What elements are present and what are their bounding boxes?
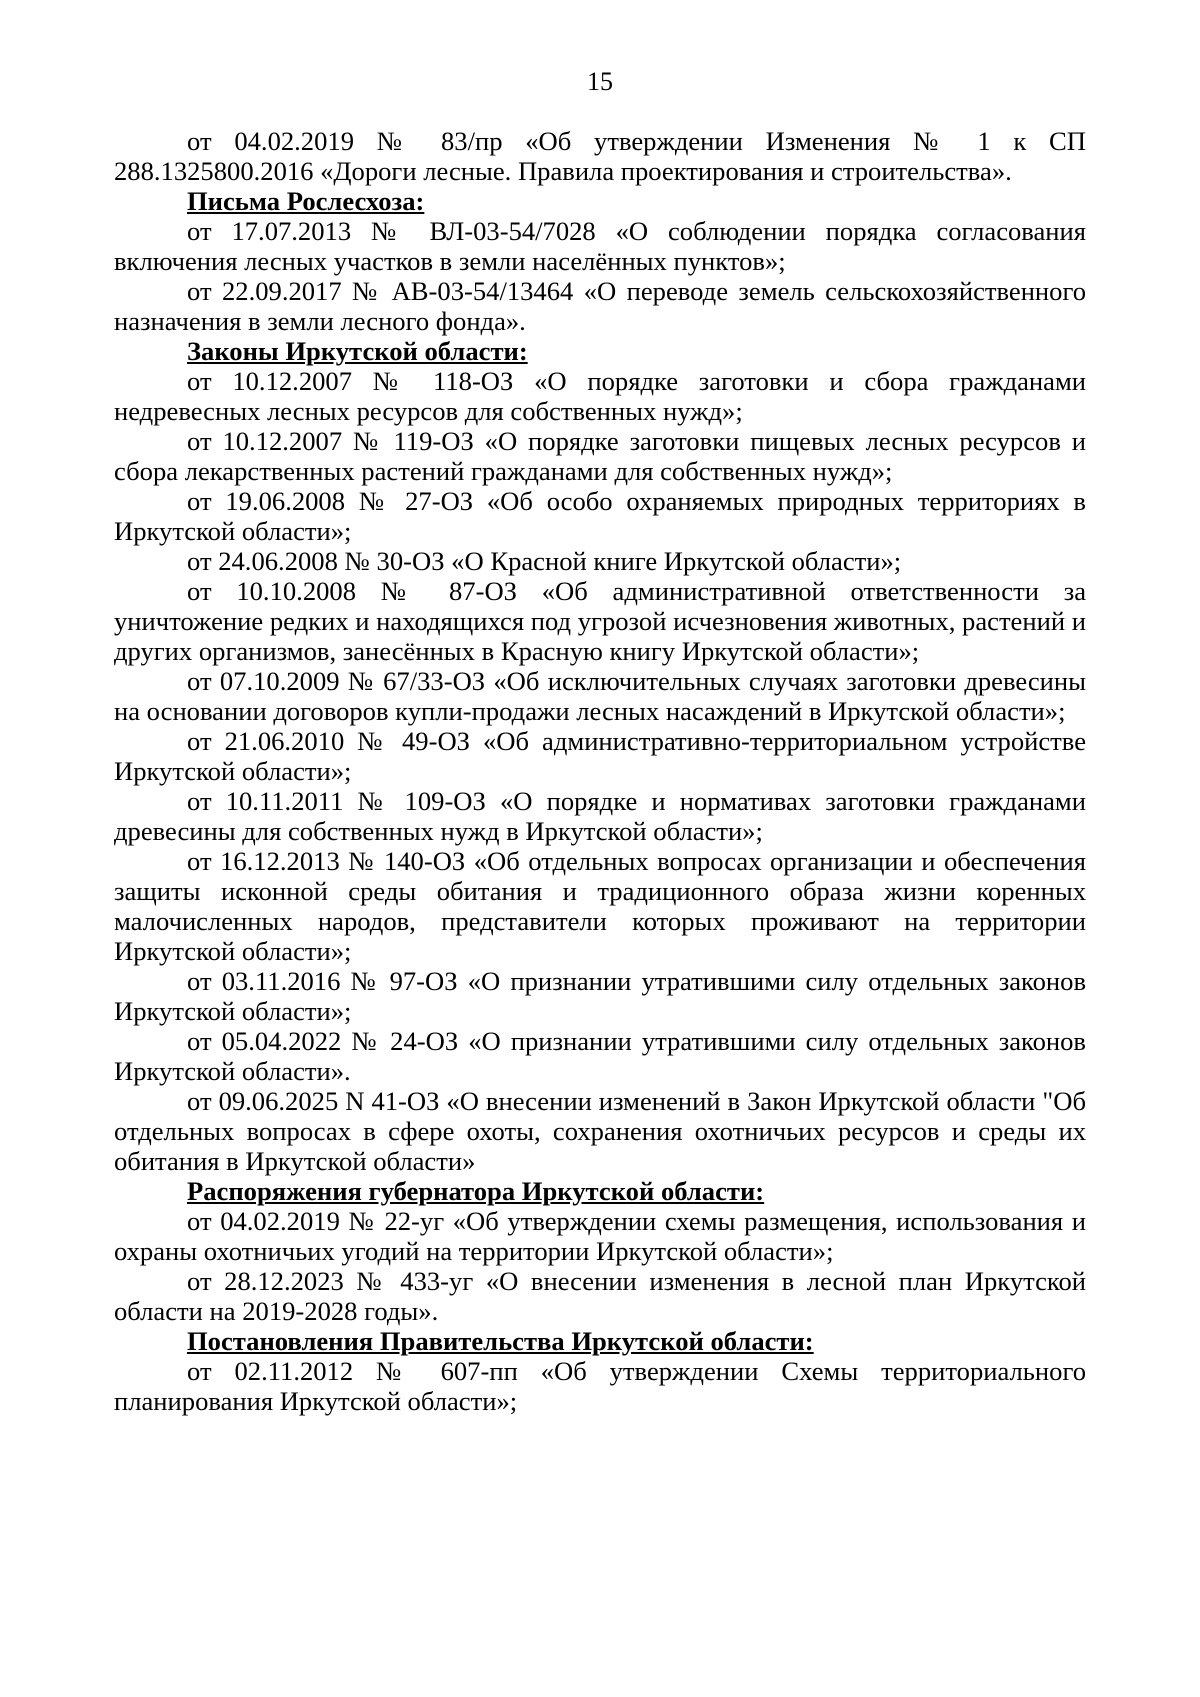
section-heading: Письма Рослесхоза:	[187, 186, 425, 216]
paragraph: от 09.06.2025 N 41-ОЗ «О внесении изменений в Закон Иркутской области "Об отдельных вопросах в сфере охоты, сохранения охотничьих ресурсов и среды их обитания в Иркутской области»	[114, 1086, 1086, 1176]
paragraph: от 22.09.2017 № АВ-03-54/13464 «О переводе земель сельскохозяйственного назначения в земли лесного фонда».	[114, 276, 1086, 336]
paragraph: от 21.06.2010 № 49-ОЗ «Об административно-территориальном устройстве Иркутской области»;	[114, 726, 1086, 786]
paragraph: от 02.11.2012 № 607-пп «Об утверждении Схемы территориального планирования Иркутской области»;	[114, 1356, 1086, 1416]
paragraph: от 04.02.2019 № 22-уг «Об утверждении схемы размещения, использования и охраны охотничьих угодий на территории Иркутской области»;	[114, 1206, 1086, 1266]
section-heading: Законы Иркутской области:	[187, 336, 528, 366]
paragraph: от 05.04.2022 № 24-ОЗ «О признании утратившими силу отдельных законов Иркутской области».	[114, 1026, 1086, 1086]
paragraph: от 10.10.2008 № 87-ОЗ «Об административной ответственности за уничтожение редких и находящихся под угрозой исчезновения животных, растений и других организмов, занесённых в Красную книгу Иркутской области»;	[114, 576, 1086, 666]
paragraph: от 24.06.2008 № 30-ОЗ «О Красной книге Иркутской области»;	[187, 546, 902, 576]
page-number: 15	[587, 67, 613, 96]
paragraph: от 16.12.2013 № 140-ОЗ «Об отдельных вопросах организации и обеспечения защиты исконной среды обитания и традиционного образа жизни коренных малочисленных народов, представители которых проживают на территории Иркутской области»;	[114, 846, 1086, 966]
paragraph: от 03.11.2016 № 97-ОЗ «О признании утратившими силу отдельных законов Иркутской области»;	[114, 966, 1086, 1026]
paragraph: от 28.12.2023 № 433-уг «О внесении изменения в лесной план Иркутской области на 2019-2028 годы».	[114, 1266, 1086, 1326]
paragraph: от 10.12.2007 № 119-ОЗ «О порядке заготовки пищевых лесных ресурсов и сбора лекарственных растений гражданами для собственных нужд»;	[114, 426, 1086, 486]
document-body	[114, 126, 1086, 1416]
paragraph: от 10.12.2007 № 118-ОЗ «О порядке заготовки и сбора гражданами недревесных лесных ресурсов для собственных нужд»;	[114, 366, 1086, 426]
paragraph: от 07.10.2009 № 67/33-ОЗ «Об исключительных случаях заготовки древесины на основании договоров купли-продажи лесных насаждений в Иркутской области»;	[114, 666, 1086, 726]
section-heading: Постановления Правительства Иркутской области:	[187, 1326, 814, 1356]
paragraph: от 17.07.2013 № ВЛ-03-54/7028 «О соблюдении порядка согласования включения лесных участков в земли населённых пунктов»;	[114, 216, 1086, 276]
paragraph: от 04.02.2019 № 83/пр «Об утверждении Изменения № 1 к СП 288.1325800.2016 «Дороги лесные. Правила проектирования и строительства».	[114, 126, 1086, 186]
paragraph: от 10.11.2011 № 109-ОЗ «О порядке и нормативах заготовки гражданами древесины для собственных нужд в Иркутской области»;	[114, 786, 1086, 846]
paragraph: от 19.06.2008 № 27-ОЗ «Об особо охраняемых природных территориях в Иркутской области»;	[114, 486, 1086, 546]
section-heading: Распоряжения губернатора Иркутской области:	[187, 1176, 765, 1206]
